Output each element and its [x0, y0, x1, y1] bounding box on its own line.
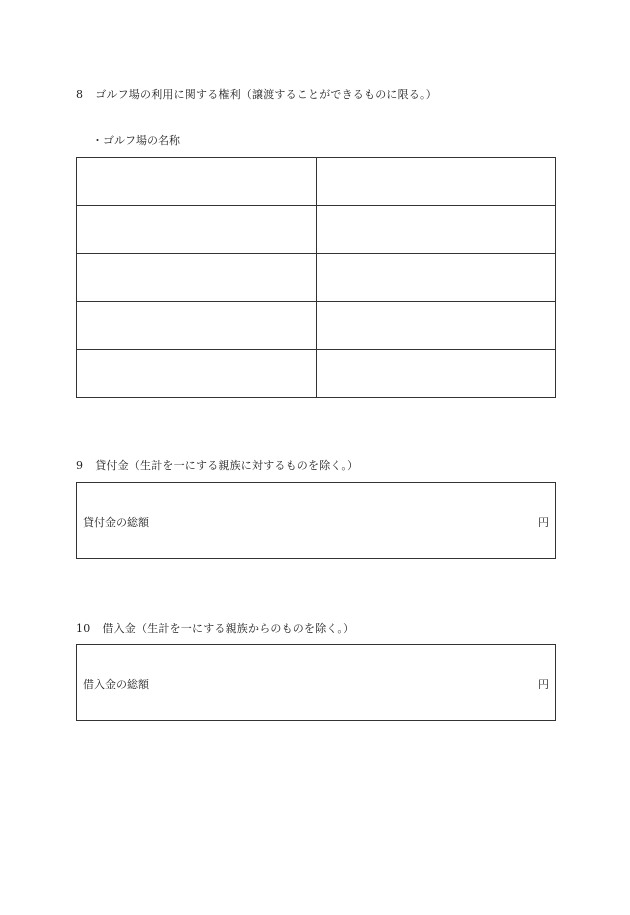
golf-course-name-label: ・ゴルフ場の名称 [92, 134, 180, 147]
section-9-title: 貸付金（生計を一にする親族に対するものを除く。） [95, 459, 359, 472]
golf-course-cell[interactable] [77, 350, 317, 398]
golf-course-cell[interactable] [316, 302, 556, 350]
golf-course-cell[interactable] [77, 254, 317, 302]
golf-course-cell[interactable] [316, 350, 556, 398]
golf-course-cell[interactable] [77, 302, 317, 350]
borrowings-total-label: 借入金の総額 [83, 678, 149, 691]
section-9-heading [76, 457, 358, 473]
golf-course-cell[interactable] [77, 206, 317, 254]
table-row [77, 254, 556, 302]
loans-receivable-total-label: 貸付金の総額 [83, 516, 149, 529]
yen-unit-label: 円 [538, 516, 549, 529]
table-row [77, 302, 556, 350]
golf-course-cell[interactable] [316, 254, 556, 302]
yen-unit-label: 円 [538, 678, 549, 691]
golf-course-cell[interactable] [316, 206, 556, 254]
golf-course-table [76, 157, 556, 398]
loans-receivable-box[interactable] [76, 482, 556, 559]
section-10-heading [76, 620, 354, 636]
section-8-number: 8 [76, 88, 84, 101]
section-8-title: ゴルフ場の利用に関する権利（譲渡することができるものに限る。） [95, 88, 437, 101]
section-10-title: 借入金（生計を一にする親族からのものを除く。） [102, 622, 355, 635]
table-row [77, 158, 556, 206]
section-9-number: 9 [76, 459, 84, 472]
section-8-heading [76, 86, 437, 102]
golf-course-cell[interactable] [77, 158, 317, 206]
table-row [77, 350, 556, 398]
section-10-number: 10 [76, 622, 91, 635]
golf-course-cell[interactable] [316, 158, 556, 206]
borrowings-box[interactable] [76, 644, 556, 721]
table-row [77, 206, 556, 254]
